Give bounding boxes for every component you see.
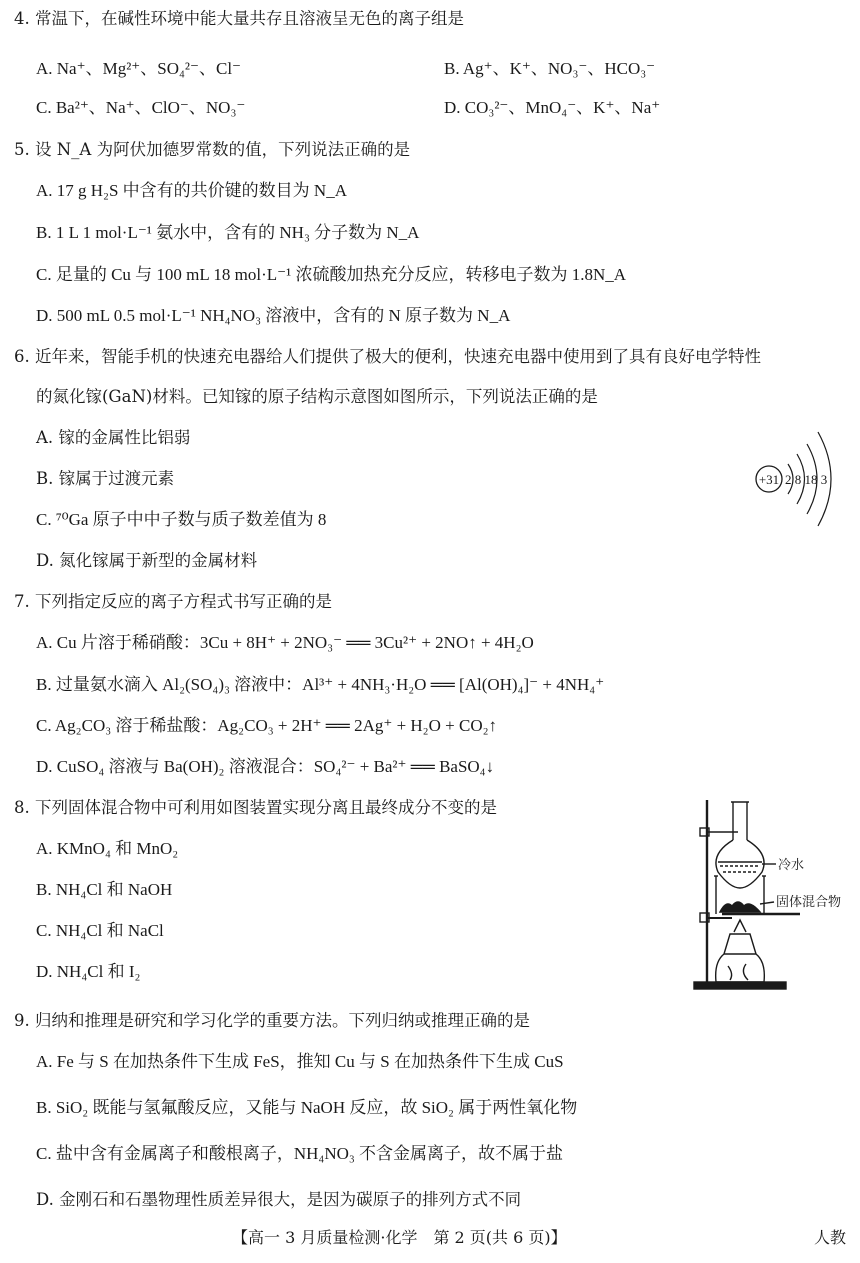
q4-option-c: C. Ba²⁺、Na⁺、ClO⁻、NO₃⁻ [36, 98, 246, 117]
sublimation-apparatus-diagram [690, 796, 850, 994]
q7-option-c: C. Ag₂CO₃ 溶于稀盐酸：Ag₂CO₃ + 2H⁺ ══ 2Ag⁺ + H₂O + CO₂↑ [36, 716, 498, 735]
q6-option-a: A. 镓的金属性比铝弱 [36, 428, 191, 447]
q6-option-d: D. 氮化镓属于新型的金属材料 [36, 551, 258, 570]
label-solid-mixture: 固体混合物 [776, 894, 842, 909]
label-cold-water: 冷水 [778, 857, 805, 872]
q7-option-d: D. CuSO₄ 溶液与 Ba(OH)₂ 溶液混合：SO₄²⁻ + Ba²⁺ ══ BaSO₄↓ [36, 757, 495, 776]
q9-option-d: D. 金刚石和石墨物理性质差异很大，是因为碳原子的排列方式不同 [36, 1190, 522, 1209]
q9-option-b: B. SiO₂ 既能与氢氟酸反应，又能与 NaOH 反应，故 SiO₂ 属于两性氧化物 [36, 1098, 578, 1117]
q4-option-a: A. Na⁺、Mg²⁺、SO₄²⁻、Cl⁻ [36, 59, 242, 78]
q5-option-d: D. 500 mL 0.5 mol·L⁻¹ NH₄NO₃ 溶液中，含有的 N 原子数为 N_A [36, 306, 511, 325]
q6-stem-line2: 的氮化镓(GaN)材料。已知镓的原子结构示意图如图所示，下列说法正确的是 [36, 387, 598, 406]
q7-stem: 7. 下列指定反应的离子方程式书写正确的是 [14, 592, 332, 611]
q6-stem-line1: 6. 近年来，智能手机的快速充电器给人们提供了极大的便利，快速充电器中使用到了具有良好电学特性 [14, 347, 761, 366]
gallium-atom-diagram [752, 424, 852, 530]
q7-option-a: A. Cu 片溶于稀硝酸：3Cu + 8H⁺ + 2NO₃⁻ ══ 3Cu²⁺ + 2NO↑ + 4H₂O [36, 633, 534, 652]
q6-option-c: C. ⁷⁰Ga 原子中中子数与质子数差值为 8 [36, 510, 327, 529]
q5-stem: 5. 设 N_A 为阿伏加德罗常数的值，下列说法正确的是 [14, 140, 411, 159]
q9-option-a: A. Fe 与 S 在加热条件下生成 FeS，推知 Cu 与 S 在加热条件下生成 CuS [36, 1052, 564, 1071]
q8-stem: 8. 下列固体混合物中可利用如图装置实现分离且最终成分不变的是 [14, 798, 497, 817]
q5-option-a: A. 17 g H₂S 中含有的共价键的数目为 N_A [36, 181, 347, 200]
q5-option-b: B. 1 L 1 mol·L⁻¹ 氨水中，含有的 NH₃ 分子数为 N_A [36, 223, 420, 242]
q4-option-b: B. Ag⁺、K⁺、NO₃⁻、HCO₃⁻ [444, 59, 656, 78]
footer-page-info: 【高一 3 月质量检测·化学 第 2 页(共 6 页)】 [232, 1228, 567, 1247]
page-footer [0, 1226, 860, 1250]
q6-option-b: B. 镓属于过渡元素 [36, 469, 175, 488]
footer-edition: 人教 [813, 1228, 846, 1247]
electron-shells: 2 8 18 3 [785, 472, 828, 487]
q5-option-c: C. 足量的 Cu 与 100 mL 18 mol·L⁻¹ 浓硫酸加热充分反应，转移电子数为 1.8N_A [36, 265, 627, 284]
q8-option-b: B. NH₄Cl 和 NaOH [36, 880, 173, 899]
nucleus-charge: +31 [758, 472, 780, 487]
q4-stem: 4. 常温下，在碱性环境中能大量共存且溶液呈无色的离子组是 [14, 9, 464, 28]
q7-option-b: B. 过量氨水滴入 Al₂(SO₄)₃ 溶液中：Al³⁺ + 4NH₃·H₂O ══ [Al(OH)₄]⁻ + 4NH₄⁺ [36, 675, 605, 694]
q8-option-a: A. KMnO₄ 和 MnO₂ [36, 839, 179, 858]
q8-option-d: D. NH₄Cl 和 I₂ [36, 962, 141, 981]
q4-option-d: D. CO₃²⁻、MnO₄⁻、K⁺、Na⁺ [444, 98, 661, 117]
q8-option-c: C. NH₄Cl 和 NaCl [36, 921, 164, 940]
q9-option-c: C. 盐中含有金属离子和酸根离子，NH₄NO₃ 不含金属离子，故不属于盐 [36, 1144, 564, 1163]
q9-stem: 9. 归纳和推理是研究和学习化学的重要方法。下列归纳或推理正确的是 [14, 1011, 530, 1030]
